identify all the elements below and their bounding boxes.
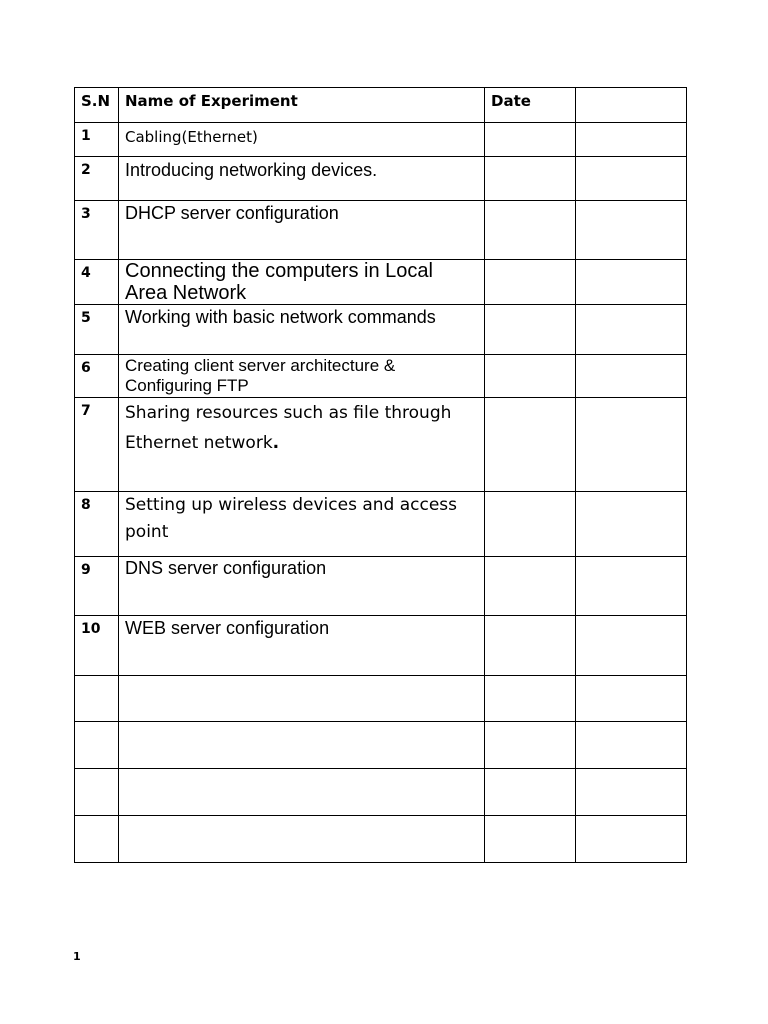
header-name: Name of Experiment — [119, 88, 485, 123]
row-extra — [576, 123, 687, 157]
page-number: 1 — [73, 950, 81, 963]
empty-table-row — [75, 816, 687, 863]
row-sn: 1 — [75, 123, 119, 157]
row-sn — [75, 816, 119, 863]
empty-table-row — [75, 769, 687, 816]
row-sn: 8 — [75, 492, 119, 557]
table-row — [75, 260, 687, 305]
table-header-row — [75, 88, 687, 123]
row-name-period: . — [272, 433, 280, 453]
row-name — [119, 398, 485, 492]
row-name-line-1: Setting up wireless devices and access — [125, 495, 458, 515]
table-row — [75, 492, 687, 557]
row-name — [119, 722, 485, 769]
row-date — [485, 123, 576, 157]
table-row — [75, 398, 687, 492]
empty-table-row — [75, 676, 687, 722]
row-date — [485, 260, 576, 305]
row-name — [119, 769, 485, 816]
row-extra — [576, 355, 687, 398]
row-date — [485, 816, 576, 863]
row-name — [119, 676, 485, 722]
row-date — [485, 676, 576, 722]
empty-table-row — [75, 722, 687, 769]
row-name: DHCP server configuration — [119, 201, 485, 260]
row-extra — [576, 492, 687, 557]
row-name — [119, 816, 485, 863]
row-name: Connecting the computers in Local Area Network — [119, 260, 485, 305]
table-row — [75, 123, 687, 157]
row-date — [485, 722, 576, 769]
row-sn — [75, 676, 119, 722]
row-sn: 9 — [75, 557, 119, 616]
row-name: Cabling(Ethernet) — [119, 123, 485, 157]
row-date — [485, 616, 576, 676]
row-sn: 4 — [75, 260, 119, 305]
row-date — [485, 305, 576, 355]
row-sn — [75, 722, 119, 769]
row-extra — [576, 157, 687, 201]
row-date — [485, 398, 576, 492]
row-date — [485, 492, 576, 557]
row-extra — [576, 398, 687, 492]
table-row — [75, 355, 687, 398]
document-page — [74, 87, 686, 863]
row-extra — [576, 305, 687, 355]
row-extra — [576, 201, 687, 260]
row-date — [485, 769, 576, 816]
row-extra — [576, 557, 687, 616]
row-sn: 10 — [75, 616, 119, 676]
row-extra — [576, 616, 687, 676]
table-row — [75, 305, 687, 355]
row-name: Introducing networking devices. — [119, 157, 485, 201]
row-date — [485, 157, 576, 201]
row-sn: 6 — [75, 355, 119, 398]
table-row — [75, 616, 687, 676]
row-name-line-1: Sharing resources such as file through — [125, 403, 452, 423]
row-name: WEB server configuration — [119, 616, 485, 676]
row-extra — [576, 676, 687, 722]
row-extra — [576, 816, 687, 863]
row-sn: 3 — [75, 201, 119, 260]
header-extra — [576, 88, 687, 123]
row-extra — [576, 260, 687, 305]
table-row — [75, 201, 687, 260]
table-row — [75, 157, 687, 201]
row-extra — [576, 722, 687, 769]
row-name — [119, 492, 485, 557]
experiment-table — [74, 87, 687, 863]
row-date — [485, 355, 576, 398]
row-name-line-2: point — [125, 522, 169, 542]
row-name: DNS server configuration — [119, 557, 485, 616]
row-date — [485, 201, 576, 260]
row-date — [485, 557, 576, 616]
header-date: Date — [485, 88, 576, 123]
row-sn: 5 — [75, 305, 119, 355]
row-name-line-2: Ethernet network — [125, 433, 273, 453]
row-extra — [576, 769, 687, 816]
row-sn — [75, 769, 119, 816]
table-row — [75, 557, 687, 616]
row-sn: 2 — [75, 157, 119, 201]
header-sn: S.N — [75, 88, 119, 123]
row-name: Working with basic network commands — [119, 305, 485, 355]
row-sn: 7 — [75, 398, 119, 492]
row-name: Creating client server architecture & Configuring FTP — [119, 355, 485, 398]
